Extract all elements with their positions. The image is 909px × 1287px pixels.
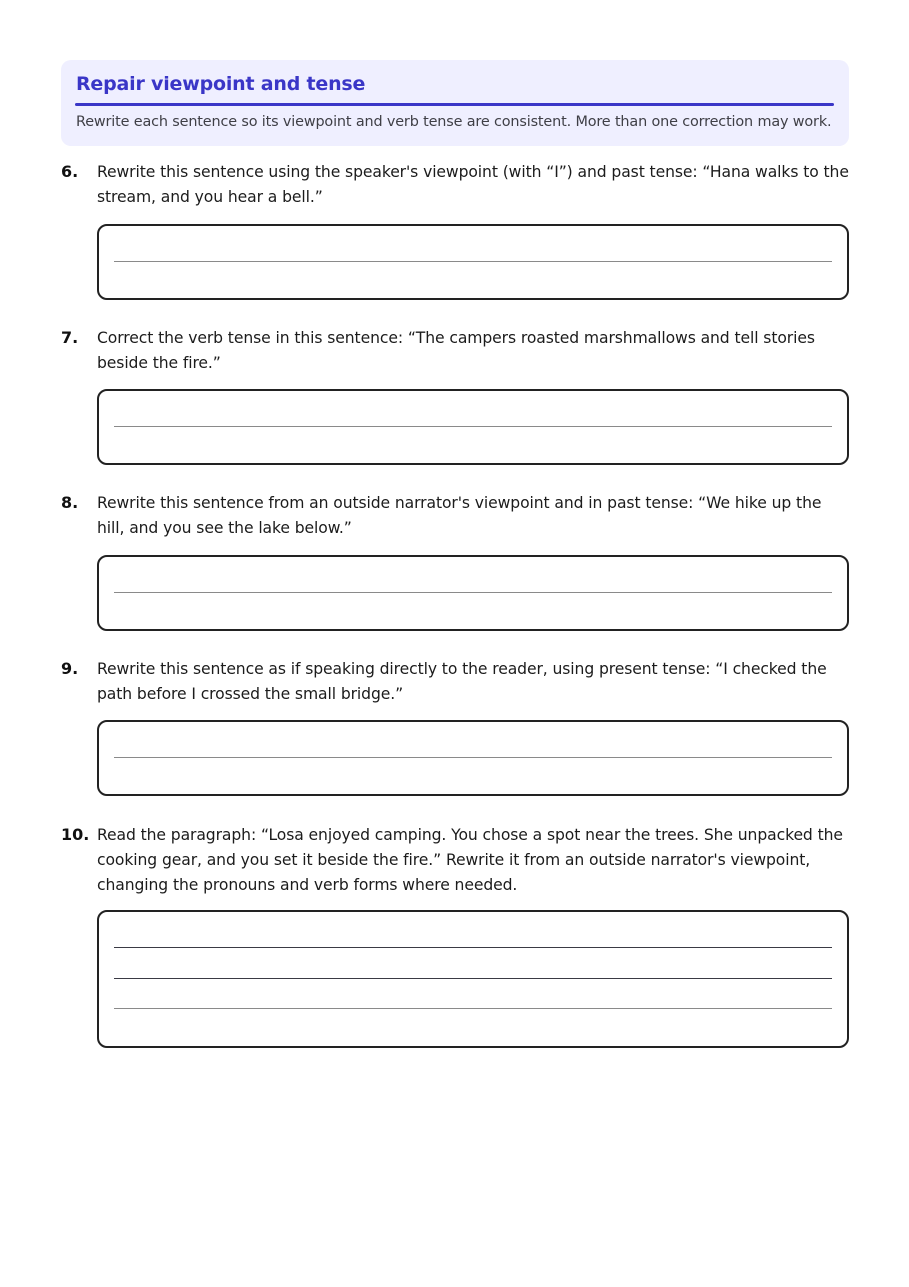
question-number: 9. <box>61 659 79 678</box>
question-text: Rewrite this sentence from an outside narrator's viewpoint and in past tense: “We hike up the hill, and you see the lake below.” <box>97 494 822 537</box>
question-text: Rewrite this sentence using the speaker's viewpoint (with “I”) and past tense: “Hana walks to the stream, and you hear a bell.” <box>97 163 849 206</box>
title-underline <box>75 103 834 106</box>
question-text: Correct the verb tense in this sentence: “The campers roasted marshmallows and tell stories beside the fire.” <box>97 329 815 372</box>
answer-line <box>114 1008 832 1009</box>
answer-box[interactable] <box>97 720 849 796</box>
question-number: 8. <box>61 493 79 512</box>
answer-line <box>114 757 832 758</box>
question-number: 7. <box>61 328 79 347</box>
question-text: Rewrite this sentence as if speaking directly to the reader, using present tense: “I checked the path before I crossed the small bridge.” <box>97 660 827 703</box>
instructions-header <box>61 60 849 146</box>
question-text: Read the paragraph: “Losa enjoyed camping. You chose a spot near the trees. She unpacked the cooking gear, and you set it beside the fire.” Rewrite it from an outside narrator's viewpoint, changing the pronouns and verb forms where needed. <box>97 826 843 894</box>
answer-box[interactable] <box>97 555 849 631</box>
answer-box[interactable] <box>97 224 849 300</box>
answer-line <box>114 426 832 427</box>
answer-box[interactable] <box>97 910 849 1048</box>
answer-line <box>114 947 832 948</box>
answer-line <box>114 978 832 979</box>
question-number: 10. <box>61 825 90 844</box>
answer-line <box>114 592 832 593</box>
answer-box[interactable] <box>97 389 849 465</box>
section-title: Repair viewpoint and tense <box>76 73 366 95</box>
question-number: 6. <box>61 162 79 181</box>
section-instructions: Rewrite each sentence so its viewpoint and verb tense are consistent. More than one correction may work. <box>76 114 832 130</box>
answer-line <box>114 261 832 262</box>
